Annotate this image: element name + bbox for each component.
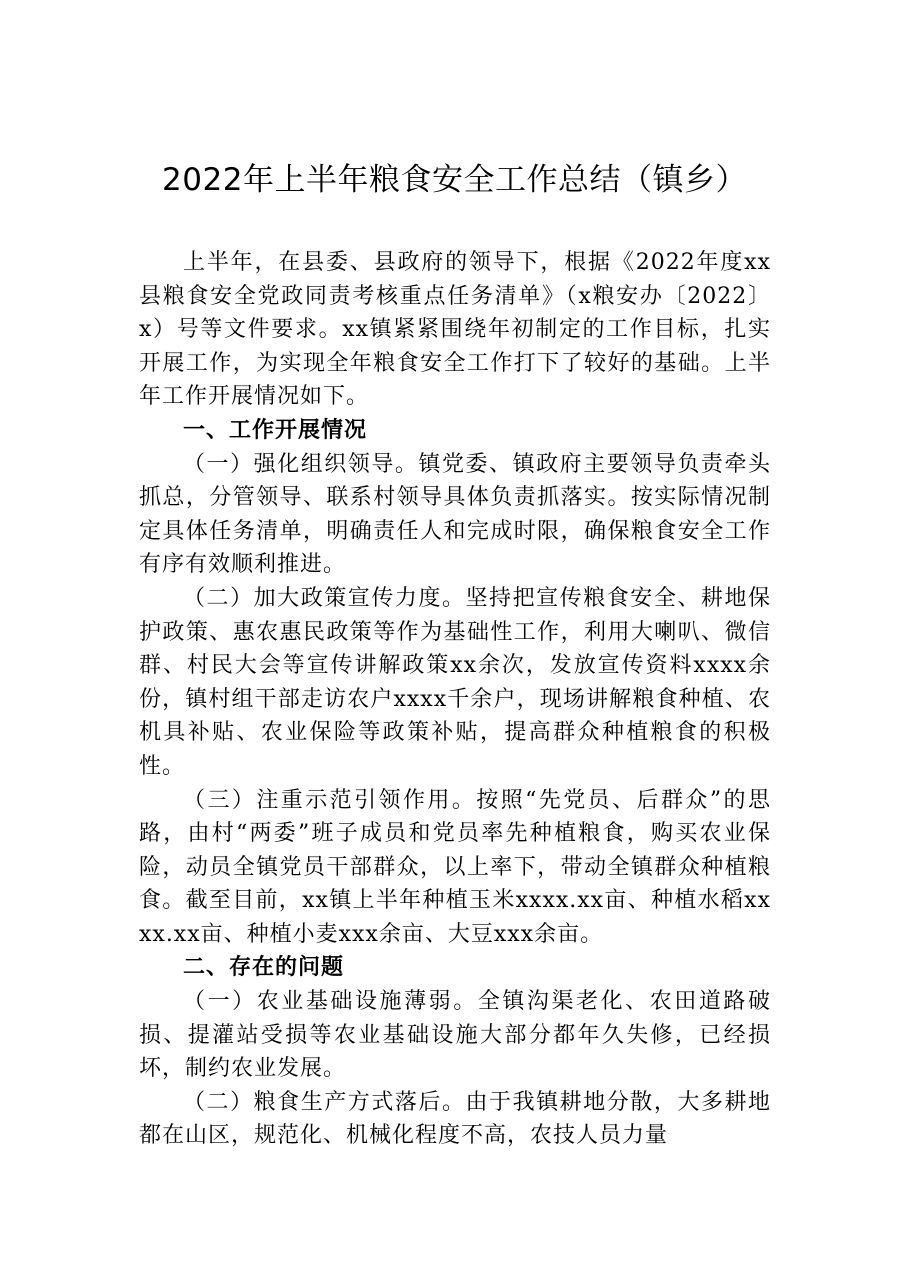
section-heading-problems: 二、存在的问题 [183,955,345,981]
problem-item-infrastructure: （一）农业基础设施薄弱。全镇沟渠老化、农田道路破损、提灌站受损等农业基础设施大部分都年久失修，已经损坏，制约农业发展。 [139,989,771,1082]
work-item-demonstration: （三）注重示范引领作用。按照“先党员、后群众”的思路，由村“两委”班子成员和党员率先种植粮食，购买农业保险，动员全镇党员干部群众，以上率下，带动全镇群众种植粮食。截至目前，xx镇上半年种植玉米xxxx.xx亩、种植水稻xxxx.xx亩、种植小麦xxx余亩、大豆xxx余亩。 [139,787,771,947]
document-body [139,246,771,1153]
intro-paragraph: 上半年，在县委、县政府的领导下，根据《2022年度xx县粮食安全党政同责考核重点任务清单》（x粮安办〔2022〕x）号等文件要求。xx镇紧紧围绕年初制定的工作目标，扎实开展工作，为实现全年粮食安全工作打下了较好的基础。上半年工作开展情况如下。 [139,250,771,410]
section-heading-work: 一、工作开展情况 [183,417,368,443]
work-item-publicity: （二）加大政策宣传力度。坚持把宣传粮食安全、耕地保护政策、惠农惠民政策等作为基础性工作，利用大喇叭、微信群、村民大会等宣传讲解政策xx余次，发放宣传资料xxxx余份，镇村组干部走访农户xxxx千余户，现场讲解粮食种植、农机具补贴、农业保险等政策补贴，提高群众种植粮食的积极性。 [139,585,771,779]
problem-item-production: （二）粮食生产方式落后。由于我镇耕地分散，大多耕地都在山区，规范化、机械化程度不高，农技人员力量 [139,1089,771,1149]
work-item-organization: （一）强化组织领导。镇党委、镇政府主要领导负责牵头抓总，分管领导、联系村领导具体负责抓落实。按实际情况制定具体任务清单，明确责任人和完成时限，确保粮食安全工作有序有效顺利推进。 [139,451,771,578]
document-title: 2022年上半年粮食安全工作总结（镇乡） [162,162,747,198]
